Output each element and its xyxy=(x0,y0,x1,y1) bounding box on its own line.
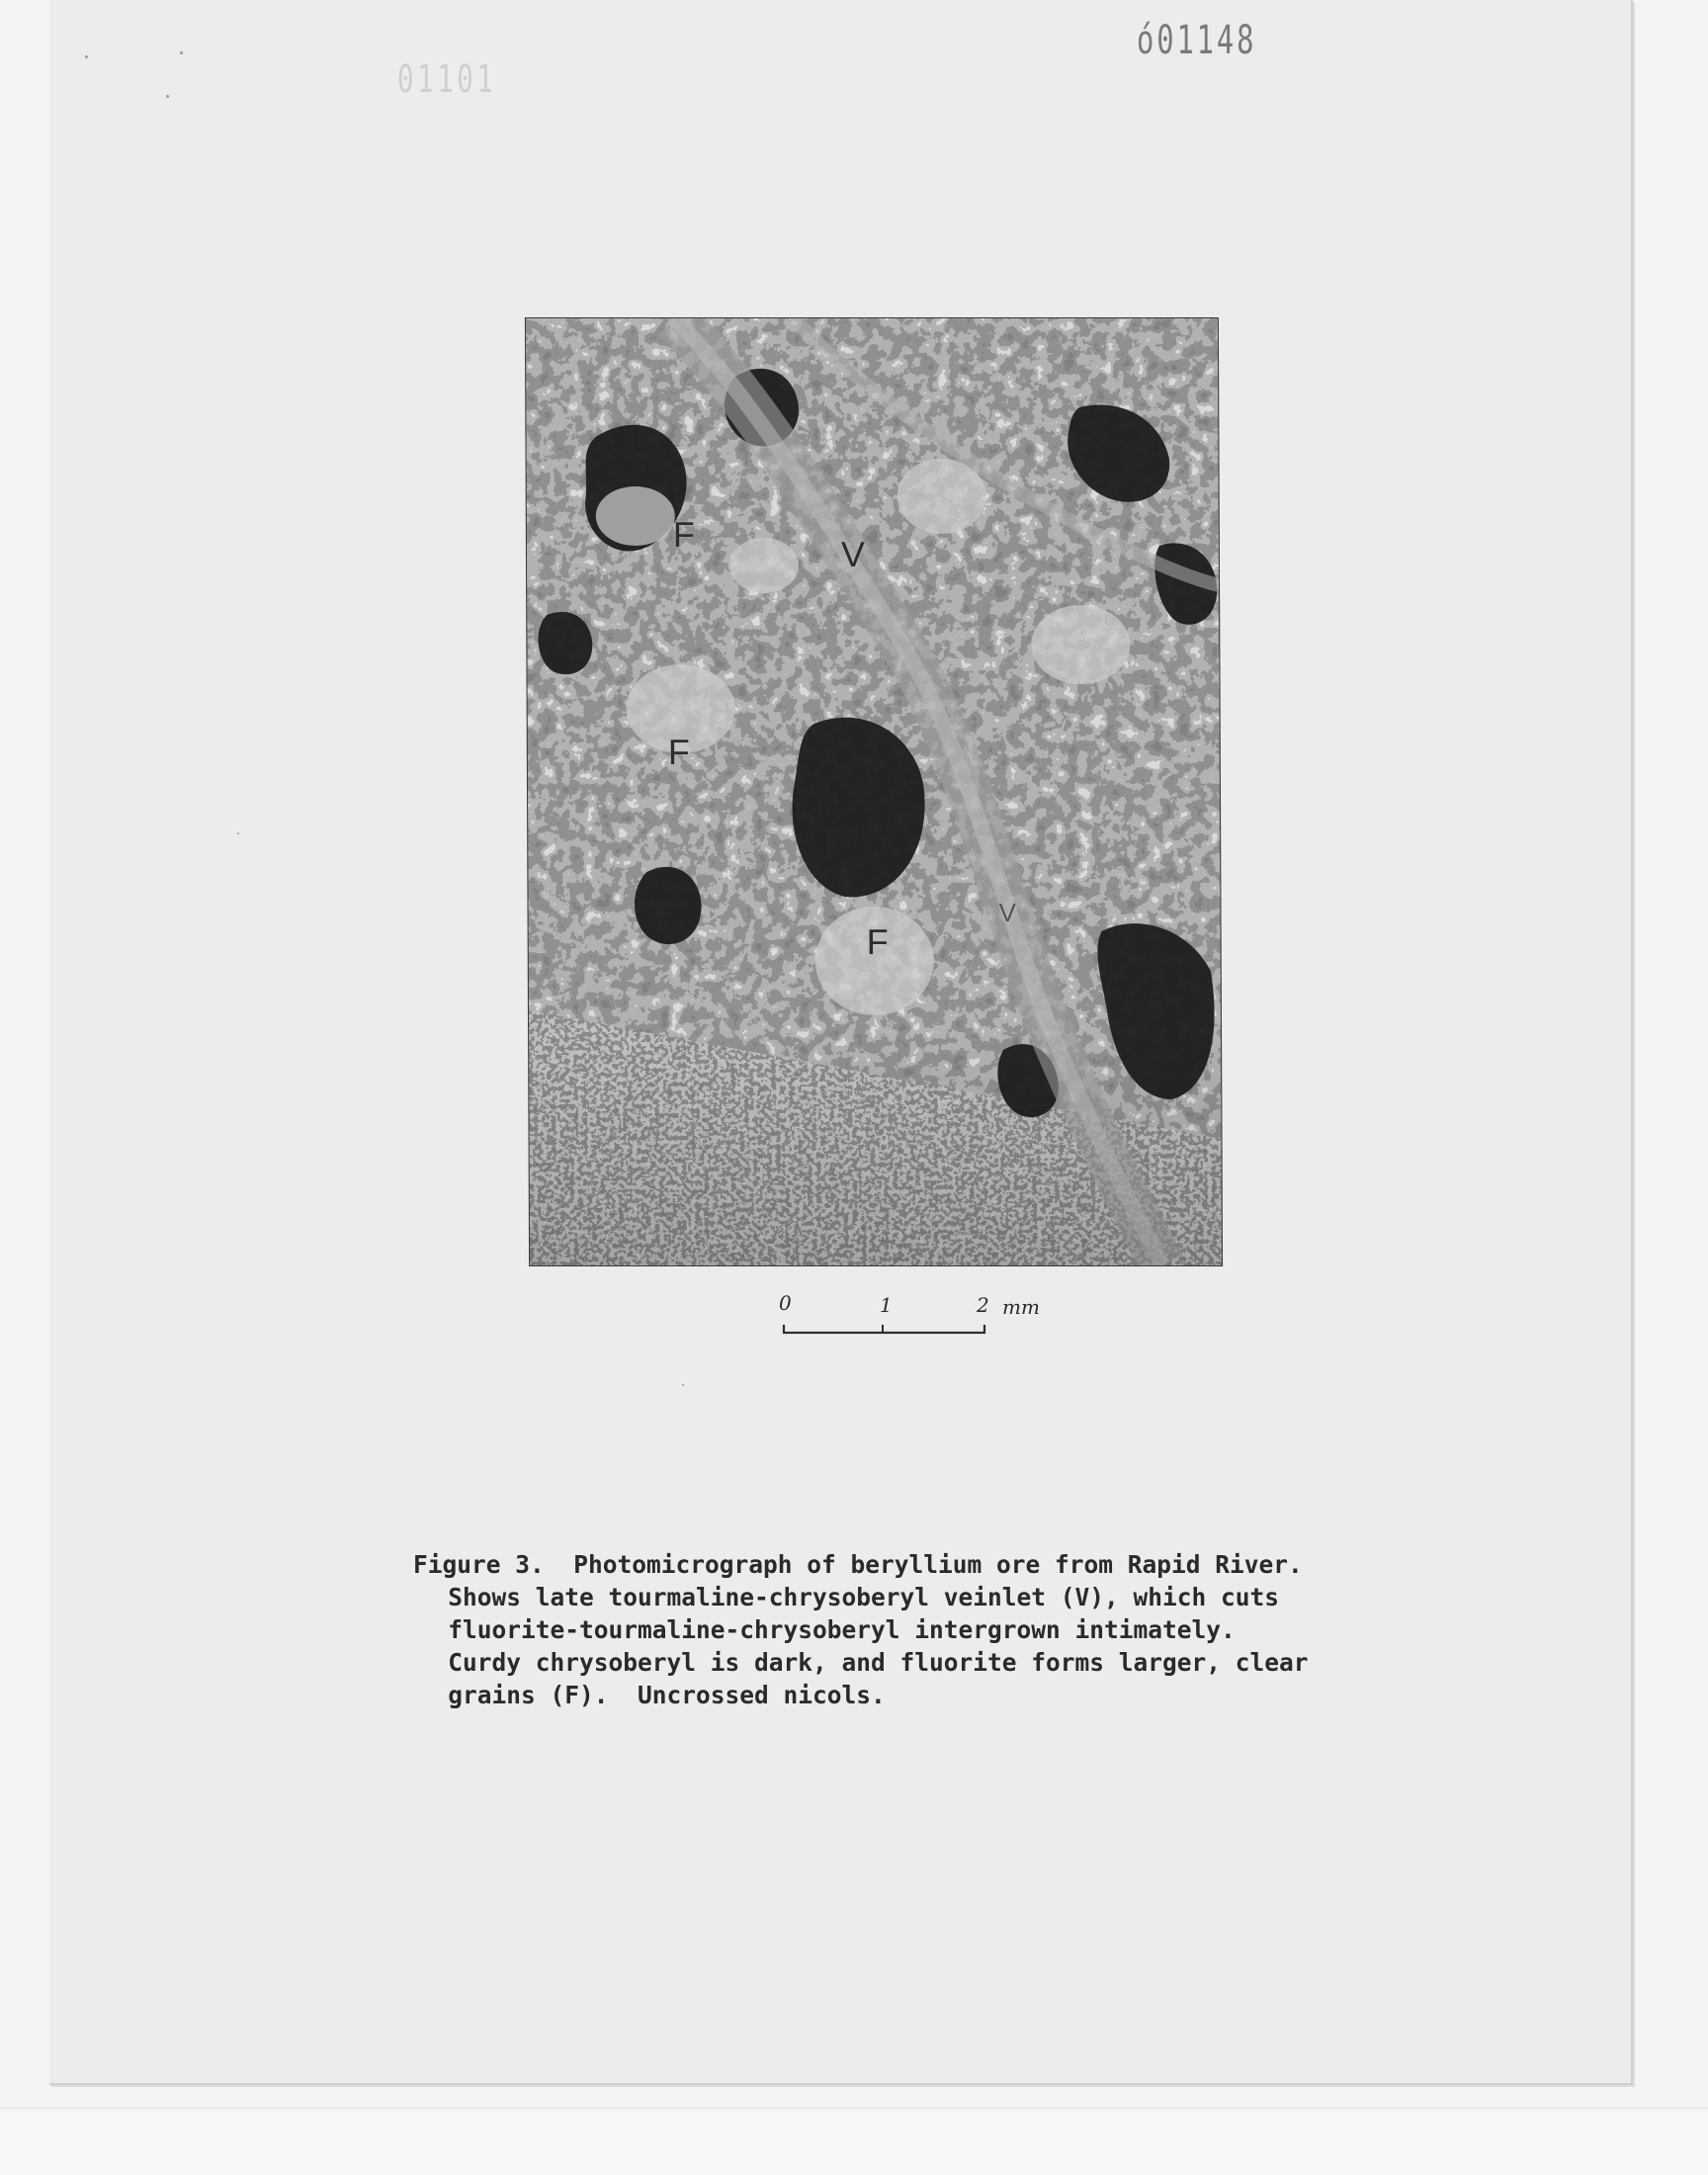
scan-speck xyxy=(682,1384,684,1386)
caption-line: grains (F). Uncrossed nicols. xyxy=(448,1681,886,1709)
veinlet-label: V xyxy=(840,534,866,574)
scan-speck xyxy=(237,832,239,834)
scan-speck xyxy=(180,51,183,54)
figure-caption xyxy=(413,1548,1441,1711)
page-number: ó01148 xyxy=(1137,18,1257,63)
scan-speck xyxy=(166,95,169,98)
fluorite-label: F xyxy=(672,514,695,555)
show-through-number: 01101 xyxy=(397,57,497,101)
veinlet-label: V xyxy=(998,898,1016,927)
caption-line: fluorite-tourmaline-chrysoberyl intergrown intimately. xyxy=(448,1615,1236,1644)
fluorite-label: F xyxy=(667,732,690,772)
scale-unit-label: mm xyxy=(1002,1295,1040,1319)
caption-line: Curdy chrysoberyl is dark, and fluorite forms larger, clear xyxy=(448,1648,1309,1677)
scale-tick-label: 0 xyxy=(779,1291,792,1315)
scale-bar xyxy=(771,1285,1068,1343)
caption-line: Figure 3. Photomicrograph of beryllium ore from Rapid River. xyxy=(413,1550,1303,1579)
photomicrograph-texture xyxy=(526,318,1222,1265)
scan-speck xyxy=(85,55,88,58)
caption-line: Shows late tourmaline-chrysoberyl veinlet (V), which cuts xyxy=(448,1583,1280,1611)
scan-bottom-margin xyxy=(0,2108,1708,2175)
scale-tick-label: 2 xyxy=(977,1293,989,1317)
scale-tick-label: 1 xyxy=(880,1293,893,1317)
photomicrograph xyxy=(526,318,1222,1265)
fluorite-label: F xyxy=(866,921,889,962)
